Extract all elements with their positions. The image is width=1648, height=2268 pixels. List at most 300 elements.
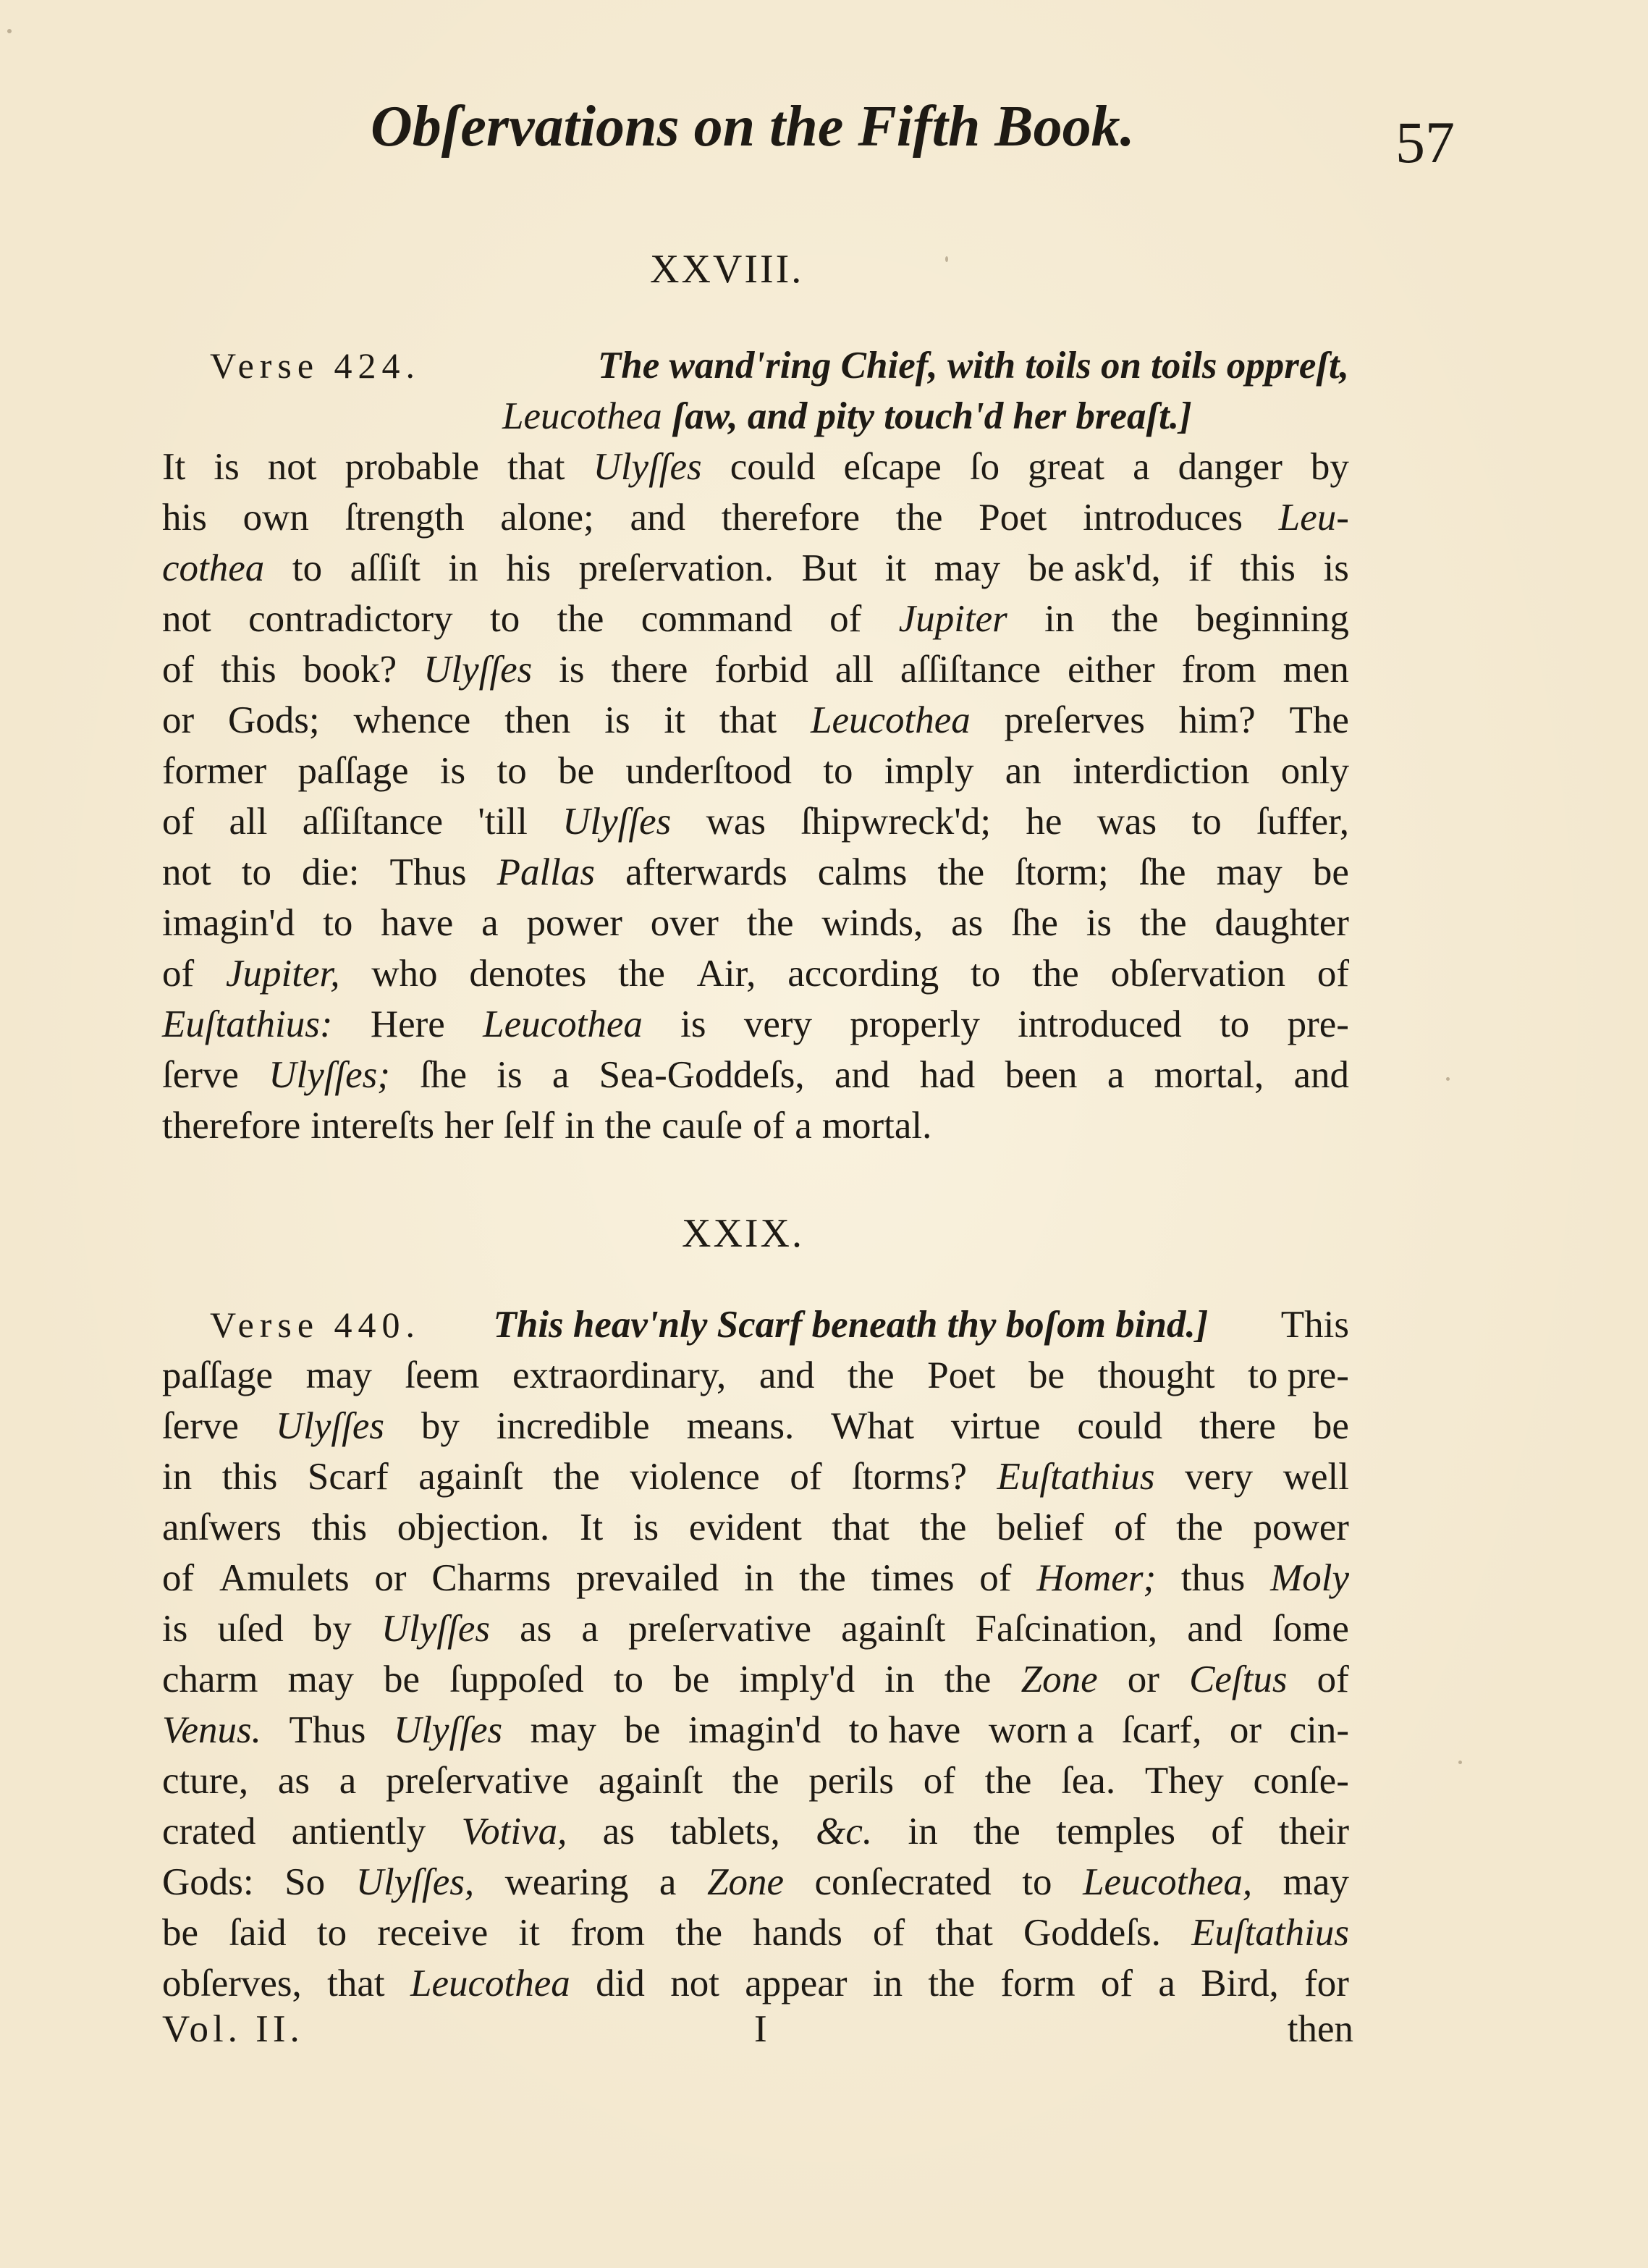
word: of bbox=[873, 1912, 905, 1954]
word: thought bbox=[1097, 1354, 1215, 1396]
text-line bbox=[162, 1350, 1349, 1401]
word: worn a bbox=[988, 1709, 1094, 1751]
word: very bbox=[1184, 1456, 1254, 1498]
word: by bbox=[313, 1608, 352, 1650]
word: It bbox=[579, 1506, 604, 1548]
word: form bbox=[1000, 1963, 1076, 2004]
word: imagin'd bbox=[688, 1709, 821, 1751]
word: preſervation. bbox=[578, 547, 774, 589]
word: Jupiter bbox=[898, 598, 1007, 640]
word: ſuffer, bbox=[1256, 801, 1349, 843]
word: evident bbox=[688, 1506, 802, 1548]
paper-speck bbox=[1458, 1761, 1462, 1764]
text-line bbox=[162, 1299, 1349, 1350]
word: appear bbox=[745, 1963, 848, 2004]
word: hands bbox=[753, 1912, 842, 1954]
word: of bbox=[753, 1105, 785, 1147]
word: the bbox=[944, 1658, 992, 1700]
word: great bbox=[1028, 446, 1105, 488]
text-line bbox=[162, 543, 1349, 594]
word: Scarf bbox=[307, 1456, 389, 1498]
word: Poet bbox=[979, 497, 1047, 539]
word: eſcape bbox=[843, 446, 942, 488]
word: ſtrength bbox=[345, 497, 465, 539]
word: as bbox=[602, 1810, 635, 1852]
word: is bbox=[680, 1003, 706, 1045]
word: in bbox=[162, 1456, 193, 1498]
word: very bbox=[743, 1003, 812, 1045]
word: this bbox=[311, 1506, 368, 1548]
word: a bbox=[1158, 1963, 1175, 2004]
word: former bbox=[162, 750, 267, 792]
word: Leucothea bbox=[483, 1003, 643, 1045]
word: the bbox=[675, 1912, 722, 1954]
word: the bbox=[557, 598, 604, 640]
word: then bbox=[504, 699, 571, 741]
word: the bbox=[928, 1963, 976, 2004]
text-line bbox=[162, 1907, 1349, 1958]
word: or bbox=[1127, 1658, 1159, 1700]
word: paſſage bbox=[162, 1354, 274, 1396]
word: may bbox=[1283, 1861, 1349, 1903]
word: therefore bbox=[721, 497, 861, 539]
word: be bbox=[673, 1658, 710, 1700]
word: not bbox=[670, 1963, 719, 2004]
word: be bbox=[624, 1709, 661, 1751]
word: They bbox=[1144, 1760, 1224, 1802]
word: that bbox=[719, 699, 777, 741]
text-line bbox=[162, 1705, 1349, 1755]
word: this bbox=[221, 1456, 278, 1498]
word: The bbox=[1289, 699, 1349, 741]
text-line bbox=[162, 1806, 1349, 1857]
word: to bbox=[1191, 801, 1222, 843]
word: to bbox=[323, 902, 353, 944]
word: ſtorms? bbox=[852, 1456, 968, 1498]
word: cin- bbox=[1289, 1709, 1349, 1751]
word: means. bbox=[686, 1405, 795, 1447]
word: over bbox=[650, 902, 719, 944]
text-line bbox=[162, 1654, 1349, 1705]
section-body bbox=[162, 340, 1349, 1151]
word: ſaw, and pity touch'd her breaſt.] bbox=[672, 395, 1192, 437]
word: the bbox=[604, 1105, 652, 1147]
word: againſt bbox=[418, 1456, 523, 1498]
word: Euſtathius: bbox=[162, 1003, 333, 1045]
word: Leu- bbox=[1278, 497, 1349, 539]
word: as bbox=[277, 1760, 310, 1802]
word: Air, bbox=[696, 953, 756, 995]
text-line bbox=[162, 492, 1349, 543]
word: paſſage bbox=[297, 750, 409, 792]
word: who bbox=[371, 953, 438, 995]
word: of bbox=[979, 1557, 1012, 1599]
word: introduces bbox=[1083, 497, 1243, 539]
word: that bbox=[507, 446, 565, 488]
word: is bbox=[214, 446, 240, 488]
word: Leucothea bbox=[502, 395, 662, 437]
catchword: then bbox=[1287, 2008, 1353, 2050]
word: Ulyſſes bbox=[593, 446, 702, 488]
word: is bbox=[604, 699, 630, 741]
word: in bbox=[872, 1963, 903, 2004]
word: beginning bbox=[1195, 598, 1349, 640]
word: aſſiſtance bbox=[302, 801, 444, 843]
word: there bbox=[1199, 1405, 1276, 1447]
text-line bbox=[162, 1553, 1349, 1603]
word: may bbox=[305, 1354, 372, 1396]
word: Ulyſſes; bbox=[269, 1054, 390, 1096]
word: objection. bbox=[397, 1506, 550, 1548]
word: Verse 424. bbox=[210, 345, 421, 386]
word: wearing bbox=[504, 1861, 629, 1903]
word: of bbox=[1211, 1810, 1243, 1852]
text-line bbox=[162, 1451, 1349, 1502]
word: in bbox=[1044, 598, 1075, 640]
text-line bbox=[162, 999, 1349, 1050]
word: ſea. bbox=[1061, 1760, 1116, 1802]
running-title: Obſervations on the Fifth Book. bbox=[371, 95, 1135, 159]
text-line bbox=[162, 898, 1349, 948]
word: the bbox=[1139, 902, 1187, 944]
word: by bbox=[1310, 446, 1349, 488]
text-line bbox=[162, 948, 1349, 999]
word: perils bbox=[808, 1760, 894, 1802]
word: ſhe bbox=[420, 1054, 467, 1096]
word: men bbox=[1283, 649, 1349, 691]
word: is bbox=[633, 1506, 659, 1548]
word: and bbox=[758, 1354, 815, 1396]
word: in bbox=[744, 1557, 774, 1599]
word: a bbox=[339, 1760, 357, 1802]
word: This heav'nly Scarf beneath thy boſom bind.] bbox=[493, 1304, 1209, 1346]
word: to bbox=[316, 1912, 347, 1954]
word: and bbox=[1187, 1608, 1243, 1650]
word: all bbox=[834, 649, 874, 691]
word: preſervative bbox=[627, 1608, 812, 1650]
word: that bbox=[935, 1912, 993, 1954]
word: this bbox=[221, 649, 276, 691]
word: Votiva, bbox=[461, 1810, 567, 1852]
paper-speck bbox=[1446, 1077, 1450, 1081]
word: a bbox=[795, 1105, 812, 1147]
word: to bbox=[823, 750, 853, 792]
word: danger bbox=[1178, 446, 1283, 488]
word: Euſtathius bbox=[1191, 1912, 1349, 1954]
text-line bbox=[162, 1603, 1349, 1654]
word: as bbox=[951, 902, 984, 944]
word: all bbox=[229, 801, 268, 843]
word: So bbox=[284, 1861, 326, 1903]
word: is bbox=[439, 750, 466, 792]
text-line bbox=[162, 847, 1349, 898]
word: that bbox=[327, 1963, 385, 2004]
word: the bbox=[746, 902, 794, 944]
text-line bbox=[162, 695, 1349, 746]
word: calms bbox=[817, 851, 908, 893]
word: not bbox=[162, 598, 211, 640]
word: obſerves, bbox=[162, 1963, 302, 2004]
word: may bbox=[934, 547, 1000, 589]
word: die: bbox=[302, 851, 360, 893]
word: times bbox=[871, 1557, 955, 1599]
word: may bbox=[530, 1709, 596, 1751]
word: it bbox=[664, 699, 685, 741]
word: be bbox=[1312, 851, 1349, 893]
word: But bbox=[801, 547, 858, 589]
word: if bbox=[1188, 547, 1212, 589]
word: his bbox=[506, 547, 552, 589]
word: could bbox=[1077, 1405, 1163, 1447]
word: of bbox=[162, 1557, 195, 1599]
word: had bbox=[919, 1054, 976, 1096]
text-line bbox=[162, 644, 1349, 695]
word: to bbox=[241, 851, 271, 893]
word: of bbox=[162, 801, 195, 843]
word: to bbox=[1220, 1003, 1250, 1045]
word: is bbox=[1086, 902, 1112, 944]
word: was bbox=[1096, 801, 1157, 843]
word: ſelf bbox=[503, 1105, 555, 1147]
word: the bbox=[618, 953, 665, 995]
word: Leucothea bbox=[811, 699, 971, 741]
word: Ceſtus bbox=[1189, 1658, 1288, 1700]
word: in bbox=[448, 547, 478, 589]
word: Gods: bbox=[162, 1861, 254, 1903]
page-footer bbox=[162, 2007, 1353, 2058]
word: The wand'ring Chief, with toils on toils oppreſt, bbox=[597, 345, 1349, 387]
word: imply bbox=[884, 750, 974, 792]
word: interdiction bbox=[1073, 750, 1250, 792]
word: ſhe bbox=[1011, 902, 1058, 944]
word: pre- bbox=[1287, 1003, 1349, 1045]
word: this bbox=[1240, 547, 1296, 589]
word: as bbox=[520, 1608, 552, 1650]
signature-mark: I bbox=[754, 2008, 767, 2050]
word: belief bbox=[996, 1506, 1084, 1548]
word: be bbox=[558, 750, 595, 792]
word: aſſiſt bbox=[350, 547, 421, 589]
word: 'till bbox=[478, 801, 528, 843]
word: book? bbox=[303, 649, 397, 691]
word: preſervative bbox=[386, 1760, 570, 1802]
word: is bbox=[162, 1608, 188, 1650]
word: This bbox=[1280, 1304, 1349, 1346]
text-line bbox=[162, 594, 1349, 644]
word: conſe- bbox=[1253, 1760, 1349, 1802]
word: own bbox=[242, 497, 309, 539]
word: ſo bbox=[969, 446, 1000, 488]
word: and bbox=[834, 1054, 890, 1096]
word: cothea bbox=[162, 547, 265, 589]
word: the bbox=[895, 497, 943, 539]
word: Gods; bbox=[227, 699, 320, 741]
word: antiently bbox=[291, 1810, 426, 1852]
word: whence bbox=[353, 699, 471, 741]
word: &c. bbox=[816, 1810, 873, 1852]
word: underſtood bbox=[625, 750, 792, 792]
word: Sea-Goddeſs, bbox=[599, 1054, 805, 1096]
word: virtue bbox=[950, 1405, 1041, 1447]
word: mortal, bbox=[1154, 1054, 1264, 1096]
word: the bbox=[919, 1506, 967, 1548]
word: in bbox=[908, 1810, 938, 1852]
word: from bbox=[1181, 649, 1256, 691]
word: cture, bbox=[162, 1760, 249, 1802]
text-line bbox=[162, 1401, 1349, 1451]
word: to bbox=[496, 750, 527, 792]
word: a bbox=[1133, 446, 1150, 488]
word: uſed bbox=[217, 1608, 284, 1650]
word: intereſts bbox=[310, 1105, 434, 1147]
word: to pre- bbox=[1248, 1354, 1349, 1396]
word: temples bbox=[1056, 1810, 1175, 1852]
text-line bbox=[162, 1050, 1349, 1100]
word: Goddeſs. bbox=[1023, 1912, 1161, 1954]
text-line bbox=[162, 746, 1349, 796]
word: imply'd bbox=[739, 1658, 855, 1700]
word: probable bbox=[345, 446, 479, 488]
word: not bbox=[162, 851, 211, 893]
word: the bbox=[1032, 953, 1079, 995]
word: crated bbox=[162, 1810, 256, 1852]
word: be ask'd, bbox=[1028, 547, 1161, 589]
word: by bbox=[421, 1405, 460, 1447]
word: aſſiſtance bbox=[900, 649, 1041, 691]
word: Here bbox=[370, 1003, 445, 1045]
text-line bbox=[162, 1857, 1349, 1907]
word: afterwards bbox=[625, 851, 787, 893]
word: he bbox=[1026, 801, 1062, 843]
word: of bbox=[162, 649, 195, 691]
word: the bbox=[1176, 1506, 1223, 1548]
word: therefore bbox=[162, 1105, 301, 1147]
word: to bbox=[292, 547, 323, 589]
word: Charms bbox=[431, 1557, 552, 1599]
word: a bbox=[1107, 1054, 1125, 1096]
word: Thus bbox=[389, 851, 467, 893]
word: to bbox=[971, 953, 1001, 995]
word: againſt bbox=[841, 1608, 946, 1650]
section-heading: XXVIII. bbox=[650, 247, 804, 292]
word: Euſtathius bbox=[997, 1456, 1155, 1498]
word: a bbox=[552, 1054, 570, 1096]
word: the bbox=[847, 1354, 895, 1396]
word: Poet bbox=[927, 1354, 996, 1396]
word: a bbox=[581, 1608, 599, 1650]
word: of bbox=[1317, 1658, 1349, 1700]
section-heading: XXIX. bbox=[682, 1211, 804, 1256]
word: may bbox=[1216, 851, 1283, 893]
word: forbid bbox=[714, 649, 808, 691]
text-line bbox=[162, 340, 1349, 391]
word: an bbox=[1005, 750, 1041, 792]
section-body bbox=[162, 1299, 1349, 2009]
word: ſcarf, bbox=[1122, 1709, 1202, 1751]
word: tablets, bbox=[670, 1810, 780, 1852]
word: Ulyſſes bbox=[393, 1709, 503, 1751]
word: in bbox=[884, 1658, 915, 1700]
word: preſerves bbox=[1004, 699, 1145, 741]
word: may bbox=[287, 1658, 354, 1700]
word: the bbox=[937, 851, 985, 893]
word: is bbox=[496, 1054, 523, 1096]
word: Ulyſſes bbox=[562, 801, 672, 843]
word: a bbox=[481, 902, 499, 944]
word: is bbox=[559, 649, 585, 691]
word: was bbox=[706, 801, 766, 843]
word: charm bbox=[162, 1658, 258, 1700]
word: either bbox=[1068, 649, 1155, 691]
word: command bbox=[641, 598, 793, 640]
word: conſecrated bbox=[814, 1861, 992, 1903]
word: ſhipwreck'd; bbox=[800, 801, 992, 843]
word: be bbox=[384, 1658, 421, 1700]
word: of bbox=[1317, 953, 1349, 995]
word: of bbox=[790, 1456, 822, 1498]
text-line bbox=[162, 1502, 1349, 1553]
word: obſervation bbox=[1110, 953, 1285, 995]
word: ſuppoſed bbox=[449, 1658, 584, 1700]
text-line bbox=[162, 1755, 1349, 1806]
word: extraordinary, bbox=[512, 1354, 727, 1396]
word: contradictory bbox=[248, 598, 453, 640]
word: her bbox=[444, 1105, 494, 1147]
word: imagin'd bbox=[162, 902, 295, 944]
word: Zone bbox=[706, 1861, 784, 1903]
word: have bbox=[381, 902, 454, 944]
word: could bbox=[730, 446, 816, 488]
word: did bbox=[596, 1963, 645, 2004]
word: Ulyſſes bbox=[423, 649, 533, 691]
word: Jupiter, bbox=[225, 953, 340, 995]
word: according bbox=[787, 953, 939, 995]
word: their bbox=[1278, 1810, 1349, 1852]
word: ſaid bbox=[229, 1912, 287, 1954]
word: in bbox=[565, 1105, 595, 1147]
word: be bbox=[1028, 1354, 1065, 1396]
word: the bbox=[799, 1557, 846, 1599]
word: of bbox=[162, 953, 195, 995]
word: anſwers bbox=[162, 1506, 282, 1548]
word: Thus bbox=[289, 1709, 366, 1751]
word: him? bbox=[1178, 699, 1256, 741]
word: not bbox=[267, 446, 317, 488]
word: mortal. bbox=[821, 1105, 932, 1147]
word: there bbox=[611, 649, 688, 691]
word: daughter bbox=[1214, 902, 1349, 944]
word: What bbox=[831, 1405, 914, 1447]
word: Ulyſſes, bbox=[355, 1861, 475, 1903]
word: Leucothea bbox=[410, 1963, 570, 2004]
word: Venus. bbox=[162, 1709, 261, 1751]
word: Moly bbox=[1270, 1557, 1349, 1599]
word: winds, bbox=[821, 902, 924, 944]
word: to bbox=[613, 1658, 644, 1700]
word: ſerve bbox=[162, 1054, 239, 1096]
word: to have bbox=[848, 1709, 961, 1751]
word: it bbox=[518, 1912, 540, 1954]
word: Leucothea, bbox=[1083, 1861, 1253, 1903]
word: the bbox=[553, 1456, 600, 1498]
word: of bbox=[1100, 1963, 1133, 2004]
word: and bbox=[630, 497, 686, 539]
word: and bbox=[1293, 1054, 1349, 1096]
word: the bbox=[1111, 598, 1159, 640]
word: or bbox=[374, 1557, 407, 1599]
word: the bbox=[732, 1760, 779, 1802]
word: of bbox=[1114, 1506, 1146, 1548]
